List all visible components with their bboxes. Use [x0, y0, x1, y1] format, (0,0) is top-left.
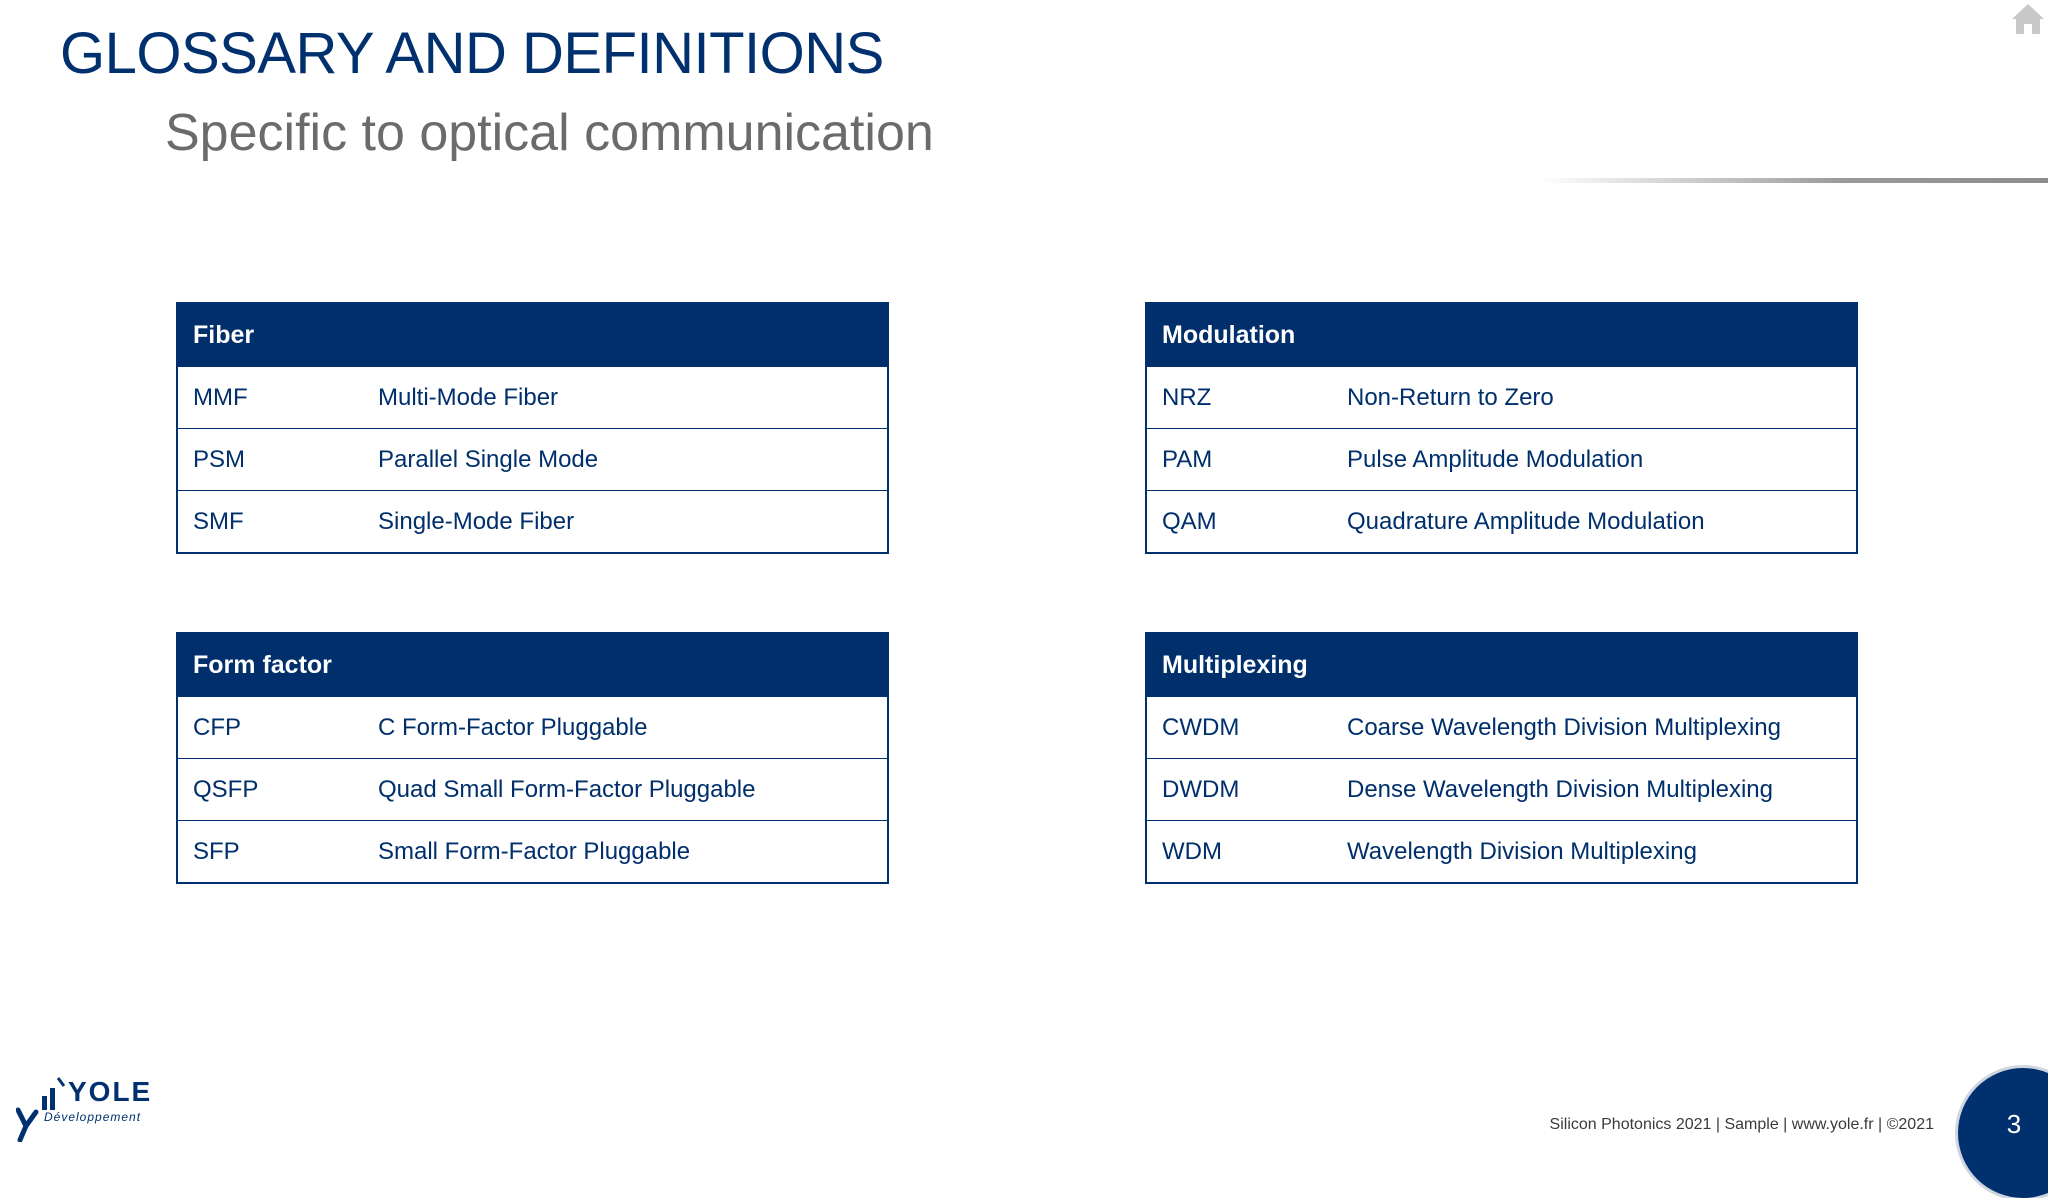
table-row [178, 820, 887, 882]
abbreviation: MMF [193, 383, 248, 411]
definition: Single-Mode Fiber [378, 507, 575, 535]
definition: Quadrature Amplitude Modulation [1347, 507, 1705, 535]
abbreviation: CFP [193, 713, 241, 741]
definition: Quad Small Form-Factor Pluggable [378, 775, 756, 803]
glossary-table-fiber [176, 302, 889, 554]
abbreviation: QAM [1162, 507, 1217, 535]
definition: Multi-Mode Fiber [378, 383, 559, 411]
table-row [178, 758, 887, 820]
page-subtitle: Specific to optical communication [165, 104, 934, 162]
abbreviation: WDM [1162, 837, 1222, 865]
logo-name: YOLE [68, 1076, 153, 1107]
home-icon[interactable] [2010, 2, 2046, 36]
yole-logo [16, 1076, 151, 1142]
abbreviation: SMF [193, 507, 244, 535]
table-row [178, 490, 887, 552]
definition: Coarse Wavelength Division Multiplexing [1347, 713, 1781, 741]
abbreviation: PSM [193, 445, 246, 473]
abbreviation: QSFP [193, 775, 259, 803]
abbreviation: DWDM [1162, 775, 1240, 803]
definition: Parallel Single Mode [378, 445, 599, 473]
glossary-table-multiplexing [1145, 632, 1858, 884]
table-row [1147, 490, 1856, 552]
table-row [1147, 820, 1856, 882]
page-number: 3 [2006, 1109, 2022, 1139]
definition: Dense Wavelength Division Multiplexing [1347, 775, 1773, 803]
table-header: Fiber [178, 304, 887, 366]
definition: Wavelength Division Multiplexing [1347, 837, 1697, 865]
table-header: Modulation [1147, 304, 1856, 366]
table-row [178, 366, 887, 428]
abbreviation: SFP [193, 837, 240, 865]
definition: Non-Return to Zero [1347, 383, 1554, 411]
abbreviation: NRZ [1162, 383, 1212, 411]
table-row [178, 428, 887, 490]
abbreviation: PAM [1162, 445, 1213, 473]
header-divider [1540, 178, 2048, 183]
glossary-table-form-factor [176, 632, 889, 884]
definition: Pulse Amplitude Modulation [1347, 445, 1644, 473]
page-title: GLOSSARY AND DEFINITIONS [60, 21, 884, 86]
abbreviation: CWDM [1162, 713, 1240, 741]
table-row [1147, 758, 1856, 820]
table-row [1147, 696, 1856, 758]
definition: C Form-Factor Pluggable [378, 713, 648, 741]
table-header: Multiplexing [1147, 634, 1856, 696]
definition: Small Form-Factor Pluggable [378, 837, 691, 865]
table-row [1147, 366, 1856, 428]
table-row [1147, 428, 1856, 490]
glossary-table-modulation [1145, 302, 1858, 554]
table-row [178, 696, 887, 758]
logo-subtitle: Développement [44, 1110, 142, 1124]
footer-text: Silicon Photonics 2021 | Sample | www.yole.fr | ©2021 [1549, 1116, 1934, 1133]
yole-logo-mark-icon [16, 1076, 66, 1142]
table-header: Form factor [178, 634, 887, 696]
